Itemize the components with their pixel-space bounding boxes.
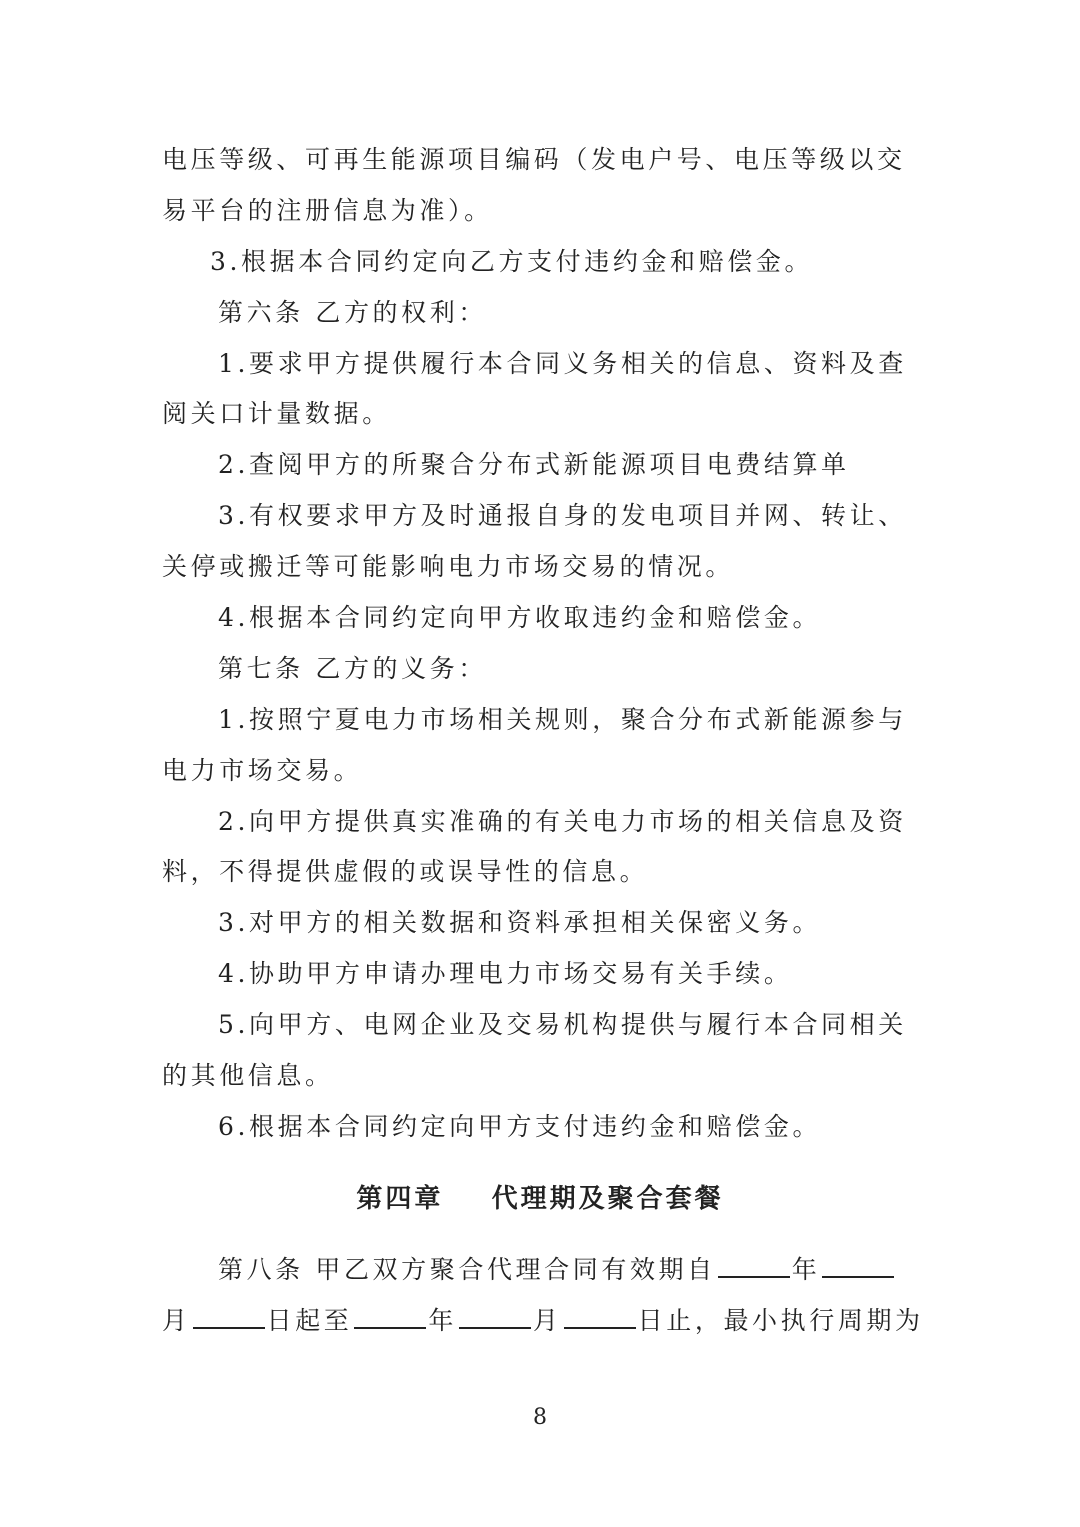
blank-field — [193, 1305, 265, 1329]
text-line: 电压等级、可再生能源项目编码（发电户号、电压等级以交 — [162, 145, 906, 174]
text-line: 的其他信息。 — [162, 1061, 334, 1091]
blank-field — [564, 1305, 636, 1329]
text-line — [162, 1245, 932, 1296]
clause-text: 年 — [428, 1305, 458, 1335]
text-line: 2.查阅甲方的所聚合分布式新能源项目电费结算单 — [218, 450, 850, 480]
blank-field — [822, 1254, 894, 1278]
clause-text: 日止，最小执行周期为 — [637, 1305, 924, 1335]
clause-text: 日起至 — [266, 1305, 353, 1335]
article-7-title: 第七条 乙方的义务： — [218, 653, 487, 683]
article-6-title: 第六条 乙方的权利： — [218, 297, 487, 327]
text-line: 1.按照宁夏电力市场相关规则，聚合分布式新能源参与 — [218, 704, 907, 734]
text-line: 4.协助甲方申请办理电力市场交易有关手续。 — [218, 959, 793, 989]
page-number: 8 — [533, 1405, 547, 1430]
text-line: 关停或搬迁等可能影响电力市场交易的情况。 — [162, 552, 735, 582]
clause-text: 月 — [533, 1305, 562, 1335]
text-line: 电力市场交易。 — [162, 755, 363, 785]
text-line: 料，不得提供虚假的或误导性的信息。 — [162, 857, 649, 887]
text-line: 6.根据本合同约定向甲方支付违约金和赔偿金。 — [218, 1111, 822, 1141]
text-line: 3.有权要求甲方及时通报自身的发电项目并网、转让、 — [218, 501, 907, 531]
text-line: 1.要求甲方提供履行本合同义务相关的信息、资料及查 — [218, 348, 907, 378]
clause-text: 第八条 甲乙双方聚合代理合同有效期自 — [218, 1255, 716, 1284]
text-line: 易平台的注册信息为准）。 — [162, 195, 493, 225]
clause-text: 月 — [162, 1305, 191, 1335]
text-line: 3.根据本合同约定向乙方支付违约金和赔偿金。 — [210, 246, 814, 276]
text-line: 5.向甲方、电网企业及交易机构提供与履行本合同相关 — [218, 1010, 907, 1040]
text-line — [162, 1296, 932, 1347]
blank-field — [354, 1305, 426, 1329]
clause-text: 年 — [791, 1255, 821, 1284]
text-line: 阅关口计量数据。 — [162, 399, 391, 429]
article-8 — [162, 1245, 932, 1347]
text-line: 4.根据本合同约定向甲方收取违约金和赔偿金。 — [218, 603, 822, 633]
document-body — [162, 135, 932, 1153]
text-line: 2.向甲方提供真实准确的有关电力市场的相关信息及资 — [218, 806, 907, 836]
blank-field — [718, 1254, 790, 1278]
chapter-heading: 第四章 代理期及聚合套餐 — [356, 1184, 724, 1214]
text-line: 3.对甲方的相关数据和资料承担相关保密义务。 — [218, 908, 822, 938]
blank-field — [459, 1305, 531, 1329]
